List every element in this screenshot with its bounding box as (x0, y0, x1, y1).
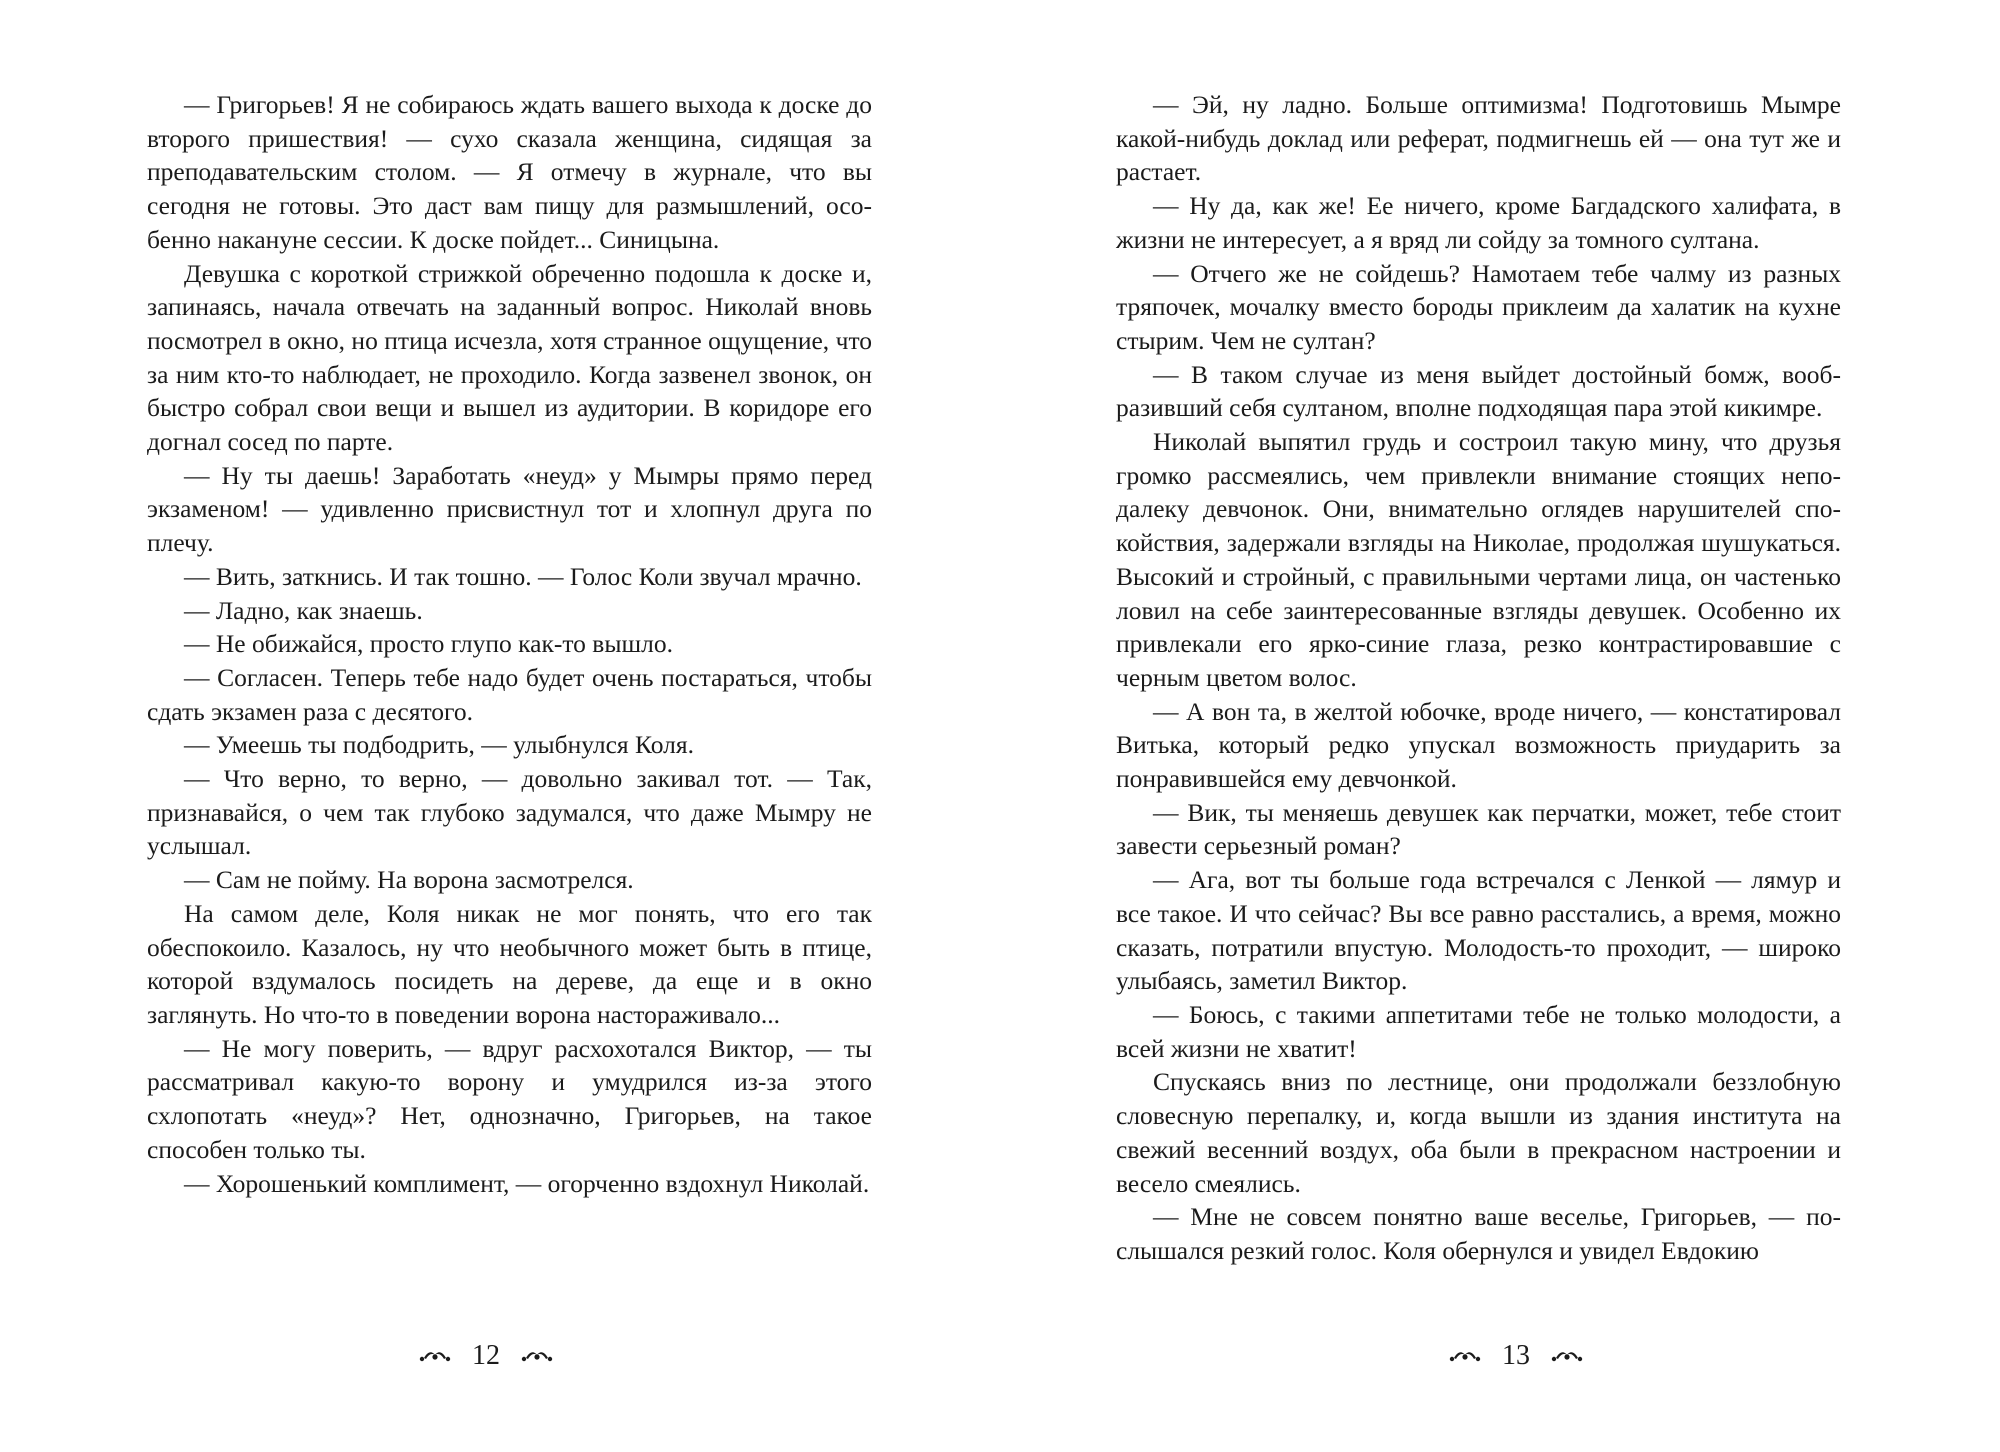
paragraph: Николай выпятил грудь и состроил такую мину, что друзья громко рассмеялись, чем привлекли внимание стоящих неподалеку девчонок. Они, внимательно оглядев нарушителей спокойствия, задержали взгляды на Николае, продолжая шушукаться. Высокий и стройный, с правильными чертами лица, он частенько ловил на себе заинтересованные взгляды девушек. Особенно их привлекали его ярко-синие глаза, резко контрастировавшие с черным цветом волос. (1116, 427, 1841, 692)
paragraph: — В таком случае из меня выйдет достойный бомж, вообразивший себя султаном, вполне подходящая пара этой кикимре. (1116, 359, 1841, 423)
paragraph: — Мне не совсем понятно ваше веселье, Григорьев, — послышался резкий голос. Коля обернулся и увидел Евдокию (1116, 1202, 1841, 1265)
paragraph: — А вон та, в желтой юбочке, вроде ничего, — констатировал Витька, который редко упускал возможность приударить за понравившейся ему девчонкой. (1116, 696, 1841, 794)
paragraph: — Вить, заткнись. И так тошно. — Голос Коли звучал мрачно. (184, 561, 862, 591)
paragraph: — Что верно, то верно, — довольно закивал тот. — Так, признавайся, о чем так глубоко задумался, что даже Мымру не услышал. (147, 764, 872, 861)
right-page-footer (1448, 1336, 1584, 1376)
floral-ornament-icon (1550, 1347, 1584, 1365)
page-number: 12 (472, 1340, 500, 1371)
paragraph: — Не могу поверить, — вдруг расхохотался Виктор, — ты рассматривал какую-то ворону и умудрился из-за этого схлопотать «неуд»? Нет, однозначно, Григорьев, на такое способен только ты. (147, 1033, 872, 1164)
paragraph: — Согласен. Теперь тебе надо будет очень постараться, чтобы сдать экзамен раза с десятого. (147, 662, 872, 726)
paragraph: — Боюсь, с такими аппетитами тебе не только молодости, а всей жизни не хватит! (1116, 999, 1841, 1063)
paragraph: — Вик, ты меняешь девушек как перчатки, может, тебе стоит завести серьезный роман? (1116, 797, 1841, 861)
paragraph: — Ага, вот ты больше года встречался с Ленкой — лямур и все такое. И что сейчас? Вы все равно расстались, а время, можно сказать, потратили впустую. Молодость-то проходит, — широко улыбаясь, заметил Виктор. (1116, 865, 1841, 996)
paragraph: — Эй, ну ладно. Больше оптимизма! Подготовишь Мымре какой-нибудь доклад или реферат, подмигнешь ей — она тут же и растает. (1116, 90, 1841, 187)
paragraph: На самом деле, Коля никак не мог понять, что его так обеспокоило. Казалось, ну что необычного может быть в птице, которой вздумалось посидеть на дереве, да еще и в окно заглянуть. Но что-то в поведении ворона настораживало... (147, 898, 872, 1029)
paragraph: — Григорьев! Я не собираюсь ждать вашего выхода к доске до второго пришествия! — сухо сказала женщина, сидящая за преподавательским столом. — Я отмечу в журнале, что вы сегодня не готовы. Это даст вам пищу для размышлений, особенно накануне сессии. К доске пойдет... Синицына. (147, 90, 872, 254)
right-page-text (1116, 88, 1841, 1268)
paragraph: — Умеешь ты подбодрить, — улыбнулся Коля. (184, 730, 695, 760)
paragraph: — Хорошенький комплимент, — огорченно вздохнул Николай. (184, 1168, 870, 1198)
floral-ornament-icon (418, 1347, 452, 1365)
floral-ornament-icon (520, 1347, 554, 1365)
paragraph: — Отчего же не сойдешь? Намотаем тебе чалму из разных тряпочек, мочалку вместо бороды приклеим да халатик на кухне стырим. Чем не султан? (1116, 258, 1841, 355)
floral-ornament-icon (1448, 1347, 1482, 1365)
paragraph: — Не обижайся, просто глупо как-то вышло. (184, 629, 673, 659)
paragraph: Спускаясь вниз по лестнице, они продолжали беззлобную словесную перепалку, и, когда вышли из здания института на свежий весенний воздух, оба были в прекрасном настроении и весело смеялись. (1116, 1067, 1841, 1198)
left-page-footer (418, 1336, 554, 1376)
page-number: 13 (1502, 1340, 1530, 1371)
paragraph: — Ладно, как знаешь. (184, 595, 423, 625)
left-page-text (147, 88, 872, 1200)
paragraph: — Ну ты даешь! Заработать «неуд» у Мымры прямо перед экзаменом! — удивленно присвистнул тот и хлопнул друга по плечу. (147, 460, 872, 558)
paragraph: — Ну да, как же! Ее ничего, кроме Багдадского халифата, в жизни не интересует, а я вряд ли сойду за томного султана. (1116, 191, 1841, 254)
paragraph: Девушка с короткой стрижкой обреченно подошла к доске и, запинаясь, начала отвечать на заданный вопрос. Николай вновь посмотрел в окно, но птица исчезла, хотя странное ощущение, что за ним кто-то наблюдает, не проходило. Когда зазвенел звонок, он быстро собрал свои вещи и вышел из аудитории. В коридоре его догнал сосед по парте. (147, 258, 872, 457)
paragraph: — Сам не пойму. На ворона засмотрелся. (184, 865, 634, 895)
